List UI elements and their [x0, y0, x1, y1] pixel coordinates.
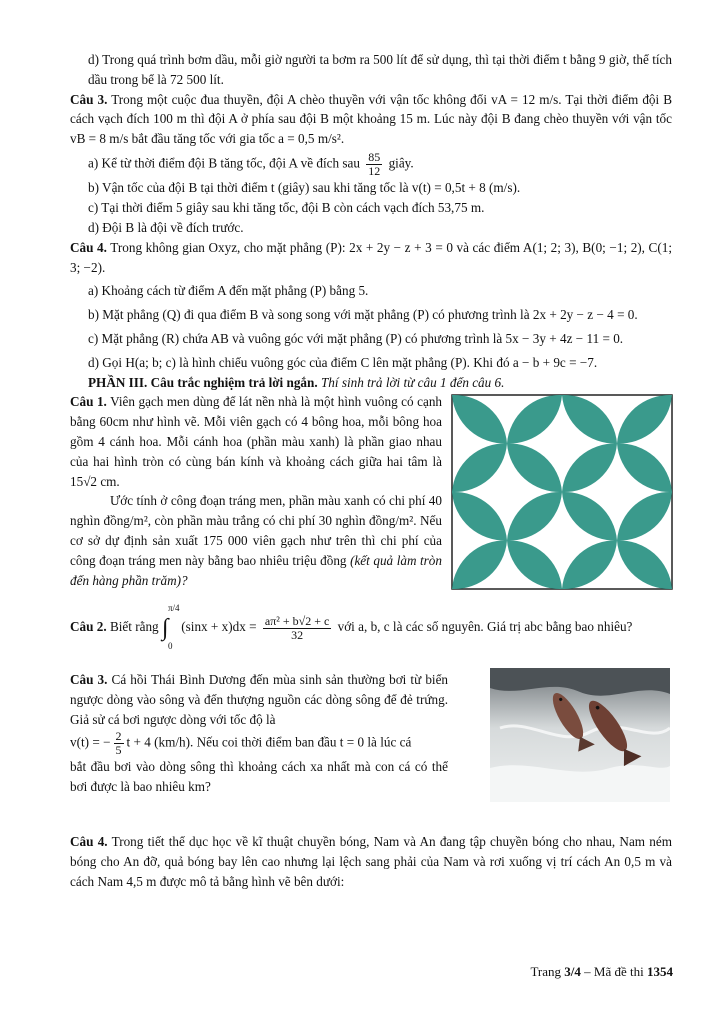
fraction-numerator: 2	[115, 728, 122, 743]
part-3-title: PHẦN III. Câu trắc nghiệm trả lời ngắn.	[88, 374, 318, 390]
question-3-option-c: c) Tại thời điểm 5 giây sau khi tăng tốc, đội B còn cách vạch đích 53,75 m.	[88, 200, 485, 216]
fraction-result	[263, 615, 331, 642]
q2-block	[70, 600, 672, 652]
fraction-denominator: 32	[291, 627, 304, 642]
short-question-2-heading: Câu 2.	[70, 619, 107, 635]
question-4-option-d: d) Gọi H(a; b; c) là hình chiếu vuông góc của điểm C lên mặt phẳng (P). Khi đó a − b + 9c = −7.	[88, 354, 598, 370]
question-3-heading: Câu 3.	[70, 91, 108, 107]
question-3-option-d: d) Đội B là đội về đích trước.	[88, 219, 244, 235]
short-question-4-text: Trong tiết thể dục học về kĩ thuật chuyền bóng, Nam và An đang tập chuyền bóng cho nhau, Nam ném bóng cho An đỡ, quả bóng bay lên cao nhưng lại lệch sang phải của Nam và rơi xuống vị trí cách An 0,5 m và cách Nam 4,5 m được mô tả bằng hình vẽ bên dưới:	[70, 834, 673, 889]
question-4-text: Trong không gian Oxyz, cho mặt phẳng (P): 2x + 2y − z + 3 = 0 và các điểm A(1; 2; 3), B(0; −1; 2), C(1; 3; −2).	[70, 239, 673, 275]
footer-page-label: Trang	[530, 964, 562, 979]
formula-right: t + 4 (km/h). Nếu coi thời điểm ban đầu t = 0 là lúc cá	[126, 734, 412, 750]
short-question-1-text: Viên gạch men dùng để lát nền nhà là một hình vuông có cạnh bằng 60cm như hình vẽ. Mỗi viên gạch có 4 bông hoa, mỗi bông hoa gồm 4 cánh hoa. Mỗi cánh hoa (phần màu xanh) là phần giao nhau của hai hình tròn có cùng bán kính và khoảng cách giữa hai tâm là 15√2 cm.	[70, 394, 443, 489]
question-3-text: Trong một cuộc đua thuyền, đội A chèo thuyền với vận tốc không đổi vA = 12 m/s. Tại thời điểm đội B cách vạch đích 100 m thì đội A ở phía sau đội B một khoảng 15 m. Lúc này đội B đang chèo thuyền với vận tốc vB = 8 m/s bắt đầu tăng tốc với gia tốc a = 0,5 m/s².	[70, 91, 673, 147]
short-question-3-heading: Câu 3.	[70, 672, 108, 688]
short-question-3-question: bắt đầu bơi vào dòng sông thì khoảng cách xa nhất mà con cá có thể bơi được là bao nhiêu km?	[70, 759, 448, 794]
short-question-3-formula	[70, 730, 448, 757]
footer-page-number: 3/4	[564, 964, 581, 979]
short-question-4	[70, 832, 672, 891]
salmon-photo	[490, 668, 670, 802]
question-4-option-c: c) Mặt phẳng (R) chứa AB và vuông góc với mặt phẳng (P) có phương trình là 5x − 3y + 4z − 11 = 0.	[88, 330, 624, 346]
option-a-text: a) Kể từ thời điểm đội B tăng tốc, đội A về đích sau	[88, 155, 360, 171]
short-question-2-intro: Biết rằng	[109, 619, 159, 635]
footer-code-label: – Mã đề thi	[584, 964, 644, 979]
fraction-numerator: 85	[368, 149, 381, 164]
part-3-instruction: Thí sinh trả lời từ câu 1 đến câu 6.	[320, 374, 505, 390]
fraction-2-5	[114, 730, 124, 757]
short-question-1	[70, 392, 442, 491]
page-content	[70, 50, 672, 892]
part-3-heading	[70, 373, 672, 393]
q2-option-d: d) Trong quá trình bơm dầu, mỗi giờ người ta bơm ra 500 lít để sử dụng, thì tại thời điểm t bằng 9 giờ, thể tích dầu trong bể là 72 500 lít.	[88, 52, 672, 87]
question-3-option-a	[70, 151, 672, 178]
fraction-numerator: aπ² + b√2 + c	[264, 613, 330, 628]
q1-block	[70, 392, 672, 600]
short-question-4-heading: Câu 4.	[70, 834, 108, 850]
short-question-2	[70, 603, 672, 652]
short-question-1-note: (kết quả làm tròn đến hàng phần trăm)?	[70, 552, 442, 588]
option-a-unit: giây.	[388, 155, 414, 171]
question-4-option-b: b) Mặt phẳng (Q) đi qua điểm B và song song với mặt phẳng (P) có phương trình là 2x + 2y − z − 4 = 0.	[88, 307, 638, 323]
question-4	[70, 238, 672, 278]
tile-pattern-image	[451, 394, 673, 590]
short-question-3	[70, 670, 448, 729]
short-question-1-cost-text: Ước tính ở công đoạn tráng men, phần màu xanh có chi phí 40 nghìn đồng/m², còn phần màu trắng có chi phí 30 nghìn đồng/m². Nếu cơ sở dự định sản xuất 175 000 viên gạch như trên thì chi phí của công đoạn tráng men này bằng bao nhiêu triệu đồng	[70, 493, 442, 568]
fraction-85-12	[366, 151, 382, 178]
q3-block	[70, 670, 672, 820]
short-question-1-heading: Câu 1.	[70, 394, 107, 410]
question-4-option-a: a) Khoảng cách từ điểm A đến mặt phẳng (P) bằng 5.	[88, 283, 369, 299]
fraction-denominator: 5	[115, 742, 122, 757]
integral-lower-limit: 0	[167, 641, 173, 652]
q3-text-column	[70, 670, 448, 796]
integrand: (sinx + x)dx =	[181, 619, 257, 635]
short-question-1-cost	[70, 491, 442, 590]
fraction-denominator: 12	[368, 164, 381, 179]
formula-left: v(t) = −	[70, 734, 111, 750]
footer-exam-code: 1354	[647, 964, 673, 979]
q1-text-column	[70, 392, 442, 590]
question-3-option-b: b) Vận tốc của đội B tại thời điểm t (giây) sau khi tăng tốc là v(t) = 0,5t + 8 (m/s).	[88, 180, 521, 196]
question-4-heading: Câu 4.	[70, 239, 107, 255]
integral-sign: ∫ π/4 0	[162, 608, 178, 648]
short-question-3-text: Cá hồi Thái Bình Dương đến mùa sinh sản thường bơi từ biển ngược dòng vào sông và đến thượng nguồn các dòng sông để đẻ trứng. Giả sử cá bơi ngược dòng với tốc độ là	[70, 672, 449, 727]
page-footer	[530, 962, 673, 982]
short-question-2-text: với a, b, c là các số nguyên. Giá trị abc bằng bao nhiêu?	[337, 619, 633, 635]
integral-upper-limit: π/4	[167, 603, 180, 614]
question-3	[70, 90, 672, 149]
